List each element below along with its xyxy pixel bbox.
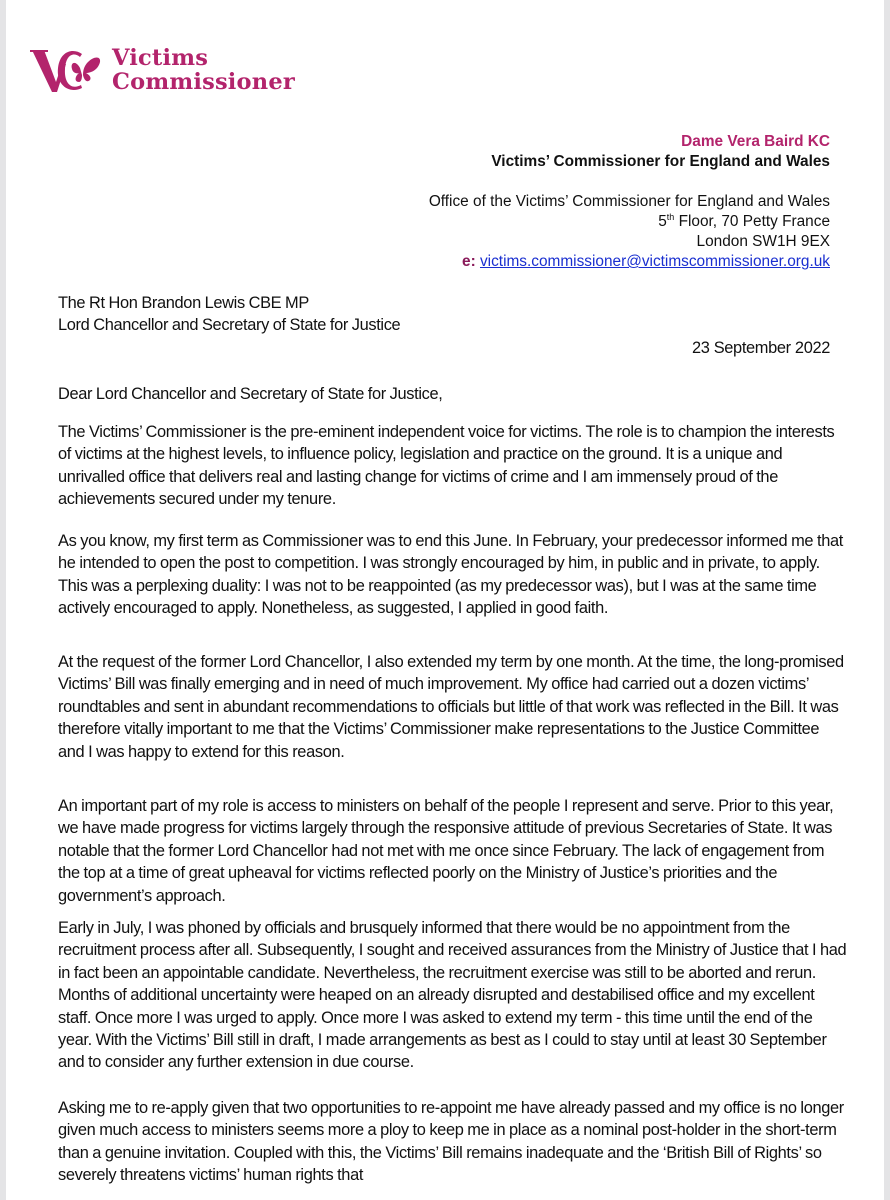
sender-office: Office of the Victims’ Commissioner for England and Wales <box>428 193 830 210</box>
paragraph-text: An important part of my role is access to ministers on behalf of the people I represent and serve. Prior to this year, we have made progress for victims largely through the responsive attitude of previous Secretaries of State. It was notable that the former Lord Chancellor had not met with me once since February. The lack of engagement from the top at a time of great upheaval for victims reflected poorly on the Ministry of Justice’s priorities and the government’s approach. <box>58 797 834 905</box>
paragraph-text: Early in July, I was phoned by officials and brusquely informed that there would be no appointment from the recruitment process after all. Subsequently, I sought and received assurances from the Ministry of Justice that I had in fact been an appointable candidate. Nevertheless, the recruitment exercise was still to be aborted and rerun. Months of additional uncertainty were heaped on an already disrupted and destabilised office and my excellent staff. Once more I was urged to apply. Once more I was asked to extend my term - this time until the end of the year. With the Victims’ Bill still in draft, I made arrangements as best as I could to stay until at least 30 September and to consider any further extension in due course. <box>58 919 847 1072</box>
sender-city: London SW1H 9EX <box>696 233 830 250</box>
body-paragraph <box>58 1097 848 1187</box>
paragraph-text: Asking me to re-apply given that two opportunities to re-appoint me have already passed and my office is no longer given much access to ministers seems more a ploy to keep me in place as a nominal post-holder in the short-term than a genuine invitation. Coupled with this, the Victims’ Bill remains inadequate and the ‘British Bill of Rights’ so severely threatens victims’ human rights that <box>58 1099 844 1185</box>
victims-commissioner-logo <box>30 40 295 100</box>
body-paragraph <box>58 651 848 763</box>
salutation: Dear Lord Chancellor and Secretary of State for Justice, <box>58 385 443 403</box>
sender-email-line <box>429 252 830 272</box>
recipient-title: Lord Chancellor and Secretary of State for Justice <box>58 316 401 335</box>
sender-block <box>429 132 830 272</box>
sender-name: Dame Vera Baird KC <box>681 133 830 150</box>
recipient-block <box>58 292 848 337</box>
body-paragraph <box>58 917 848 1074</box>
email-link[interactable]: victims.commissioner@victimscommissioner.org.uk <box>479 253 830 270</box>
logo-line-2: Commissioner <box>112 69 295 95</box>
vc-butterfly-logo-icon <box>30 42 106 98</box>
body-paragraph <box>58 795 848 907</box>
floor-suffix: th <box>666 212 675 222</box>
body-paragraph <box>58 530 848 620</box>
sender-title: Victims’ Commissioner for England and Wales <box>491 153 830 170</box>
letter-date: 23 September 2022 <box>691 339 830 357</box>
letter-page <box>6 0 884 1200</box>
sender-floor <box>429 212 830 232</box>
body-paragraph <box>58 421 848 511</box>
paragraph-text: At the request of the former Lord Chancellor, I also extended my term by one month. At the time, the long-promised Victims’ Bill was finally emerging and in need of much improvement. My office had carried out a dozen victims’ roundtables and sent in abundant recommendations to officials but little of that work was reflected in the Bill. It was therefore vitally important to me that the Victims’ Commissioner make representations to the Justice Committee and I was happy to extend for this reason. <box>58 653 844 761</box>
logo-line-1: Victims <box>112 45 209 71</box>
paragraph-text: The Victims’ Commissioner is the pre-eminent independent voice for victims. The role is to champion the interests of victims at the highest levels, to influence policy, legislation and practice on the ground. It is a unique and unrivalled office that delivers real and lasting change for victims of crime and I am immensely proud of the achievements secured under my tenure. <box>58 423 835 509</box>
recipient-name: The Rt Hon Brandon Lewis CBE MP <box>58 294 309 312</box>
floor-address: Floor, 70 Petty France <box>674 213 830 230</box>
logo-wordmark <box>112 46 295 94</box>
email-label: e: <box>462 253 476 270</box>
paragraph-text: As you know, my first term as Commissioner was to end this June. In February, your predecessor informed me that he intended to open the post to competition. I was strongly encouraged by him, in public and in private, to apply. This was a perplexing duality: I was not to be reappointed (as my predecessor was), but I was at the same time actively encouraged to apply. Nonetheless, as suggested, I applied in good faith. <box>58 532 843 618</box>
floor-number: 5 <box>658 213 667 230</box>
